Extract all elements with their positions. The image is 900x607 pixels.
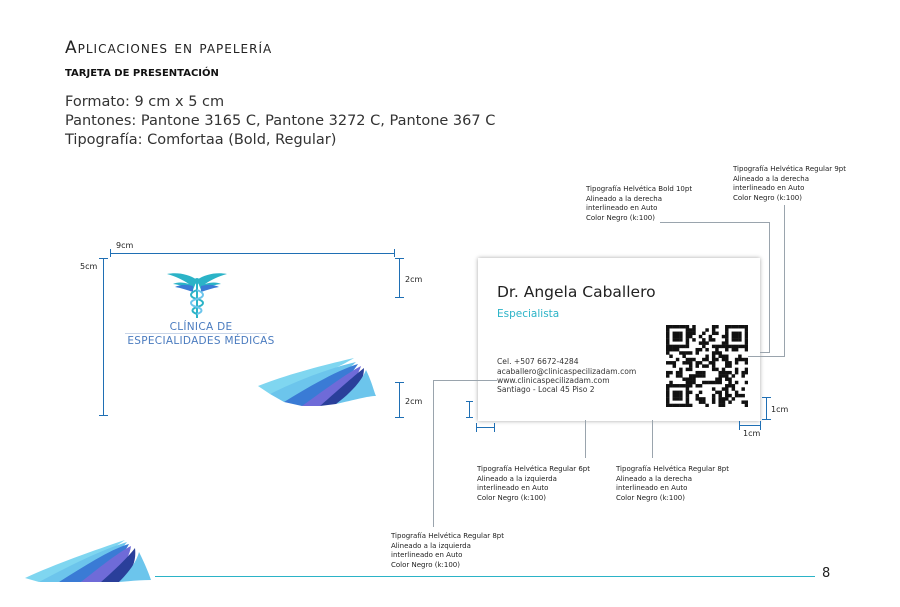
- right-margin-tick-a: [762, 397, 771, 398]
- qr-note-leader-h: [748, 356, 785, 357]
- right-margin-line: [766, 397, 767, 420]
- bottom-left-margin-tick-a: [476, 423, 477, 432]
- contact-typography-note: Tipografía Helvética Regular 8pt Alineado a la derecha interlineado en Auto Color Negro (k:100): [616, 465, 729, 502]
- height-label: 5cm: [80, 262, 98, 271]
- height-dimension-tick-top: [99, 258, 108, 259]
- left-margin-tick-b: [466, 417, 473, 418]
- spec-typography: Tipografía: Comfortaa (Bold, Regular): [65, 132, 337, 148]
- top-margin-tick-a: [395, 258, 404, 259]
- page-number: 8: [822, 566, 831, 581]
- bottom-left-margin-tick-b: [494, 423, 495, 432]
- role-typography-note: Tipografía Helvética Regular 6pt Alineado a la izquierda interlineado en Auto Color Negro (k:100): [477, 465, 590, 502]
- width-dimension-line: [110, 253, 395, 254]
- card-address: Santiago - Local 45 Piso 2: [497, 385, 595, 394]
- bottom-margin-tick-a: [395, 382, 404, 383]
- page-subtitle: TARJETA DE PRESENTACIÓN: [65, 68, 219, 79]
- width-label: 9cm: [116, 241, 134, 250]
- name-note-leader-end: [760, 352, 770, 353]
- bottom-margin-line: [399, 382, 400, 418]
- address-typography-note: Tipografía Helvética Regular 8pt Alineado a la izquierda interlineado en Auto Color Negro (k:100): [391, 532, 504, 569]
- contact-note-leader: [652, 420, 653, 458]
- address-note-leader-v: [433, 380, 434, 527]
- top-margin-label: 2cm: [405, 275, 423, 284]
- page-title: Aplicaciones en papelería: [65, 38, 273, 58]
- name-typography-note: Tipografía Helvética Bold 10pt Alineado a la derecha interlineado en Auto Color Negro (k:100): [586, 185, 693, 222]
- address-note-leader-h: [433, 380, 497, 381]
- spec-pantones: Pantones: Pantone 3165 C, Pantone 3272 C, Pantone 367 C: [65, 113, 496, 129]
- qr-typography-note: Tipografía Helvética Regular 9pt Alineado a la derecha interlineado en Auto Color Negro (k:100): [733, 165, 846, 202]
- spec-format: Formato: 9 cm x 5 cm: [65, 94, 225, 110]
- footer-rule: [155, 576, 815, 577]
- left-margin-line: [469, 401, 470, 418]
- name-note-leader-v: [769, 222, 770, 353]
- qr-code-icon: [666, 325, 748, 407]
- bottom-margin-label: 2cm: [405, 397, 423, 406]
- qr-note-leader-v: [784, 205, 785, 357]
- bottom-margin-tick-b: [395, 417, 404, 418]
- footer-wing-emblem-icon: [25, 530, 155, 582]
- height-dimension-line: [103, 258, 104, 416]
- wing-emblem-icon: [258, 350, 378, 408]
- card-phone: Cel. +507 6672-4284: [497, 357, 579, 366]
- bottom-right-margin-line: [739, 425, 761, 426]
- right-margin-label: 1cm: [771, 405, 789, 414]
- caduceus-logo-icon: [165, 268, 229, 320]
- card-holder-role: Especialista: [497, 308, 560, 320]
- bottom-right-margin-label: 1cm: [743, 429, 761, 438]
- clinic-name-rule: [125, 333, 267, 334]
- bottom-right-margin-tick-a: [739, 421, 740, 430]
- top-margin-tick-b: [395, 297, 404, 298]
- top-margin-line: [399, 258, 400, 298]
- clinic-name-line-1: CLÍNICA DE: [169, 321, 233, 333]
- clinic-name: [110, 320, 292, 348]
- left-margin-tick-a: [466, 401, 473, 402]
- role-note-leader: [585, 420, 586, 458]
- right-margin-tick-b: [762, 419, 771, 420]
- clinic-name-line-2: ESPECIALIDADES MÉDICAS: [127, 335, 275, 347]
- card-website: www.clinicaspecilizadam.com: [497, 376, 610, 385]
- card-email: acaballero@clinicaspecilizadam.com: [497, 367, 637, 376]
- bottom-left-margin-line: [476, 427, 495, 428]
- height-dimension-tick-bottom: [99, 415, 108, 416]
- card-holder-name: Dr. Angela Caballero: [497, 283, 656, 301]
